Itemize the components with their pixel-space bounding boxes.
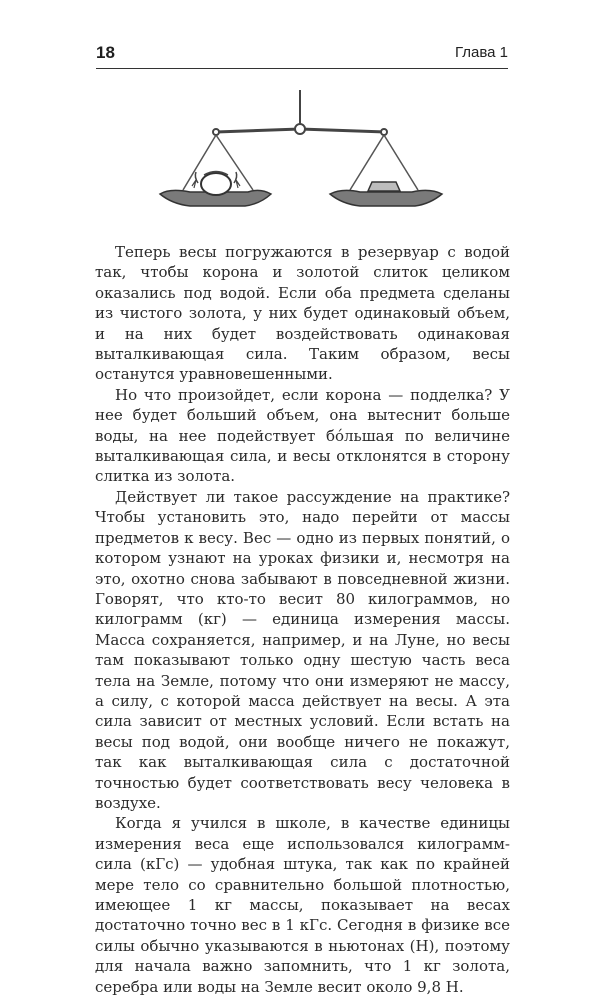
right-beam-end — [381, 129, 387, 135]
page-header — [96, 43, 508, 67]
left-beam-end — [213, 129, 219, 135]
right-pan — [330, 190, 442, 206]
header-rule — [96, 68, 508, 69]
gold-bar-icon — [368, 182, 400, 191]
chapter-label: Глава 1 — [454, 44, 508, 61]
page-number: 18 — [96, 43, 115, 62]
body-text — [95, 242, 510, 997]
balance-scale-icon — [150, 82, 460, 222]
paragraph: Но что произойдет, если корона — подделка? У нее будет больший объем, она вытеснит больше воды, на нее подействует бóльшая по величине выталкивающая сила, и весы отклонятся в сторону слитка из золота. — [95, 385, 510, 486]
paragraph: Действует ли такое рассуждение на практике? Чтобы установить это, надо перейти от массы предметов к весу. Вес — одно из первых понятий, о котором узнают на уроках физики и, несмотря на это, охотно снова забывают в повседневной жизни. Говорят, что кто-то весит 80 килограммов, но килограмм (кг) — единица измерения массы. Масса сохраняется, например, и на Луне, но весы там показывают только одну шестую часть веса тела на Земле, потому что они измеряют не массу, а силу, с которой масса действует на весы. А эта сила зависит от местных условий. Если встать на весы под водой, они вообще ничего не покажут, так как выталкивающая сила с достаточной точностью будет соответствовать весу человека в воздухе. — [95, 487, 510, 812]
beam-pivot — [295, 124, 305, 134]
paragraph: Когда я учился в школе, в качестве единицы измерения веса еще использовался килограмм-сила (кГс) — удобная штука, так как по крайней мере тело со сравнительно большой плотностью, имеющее 1 кг массы, показывает на весах достаточно точно вес в 1 кГс. Сегодня в физике все силы обычно указываются в ньютонах (Н), поэтому для начала важно запомнить, что 1 кг золота, серебра или воды на Земле весит около 9,8 Н. — [95, 814, 510, 996]
paragraph: Теперь весы погружаются в резервуар с водой так, чтобы корона и золотой слиток целиком оказались под водой. Если оба предмета сделаны из чистого золота, у них будет одинаковый объем, и на них будет воздействовать одинаковая выталкивающая сила. Таким образом, весы останутся уравновешенными. — [95, 243, 510, 384]
